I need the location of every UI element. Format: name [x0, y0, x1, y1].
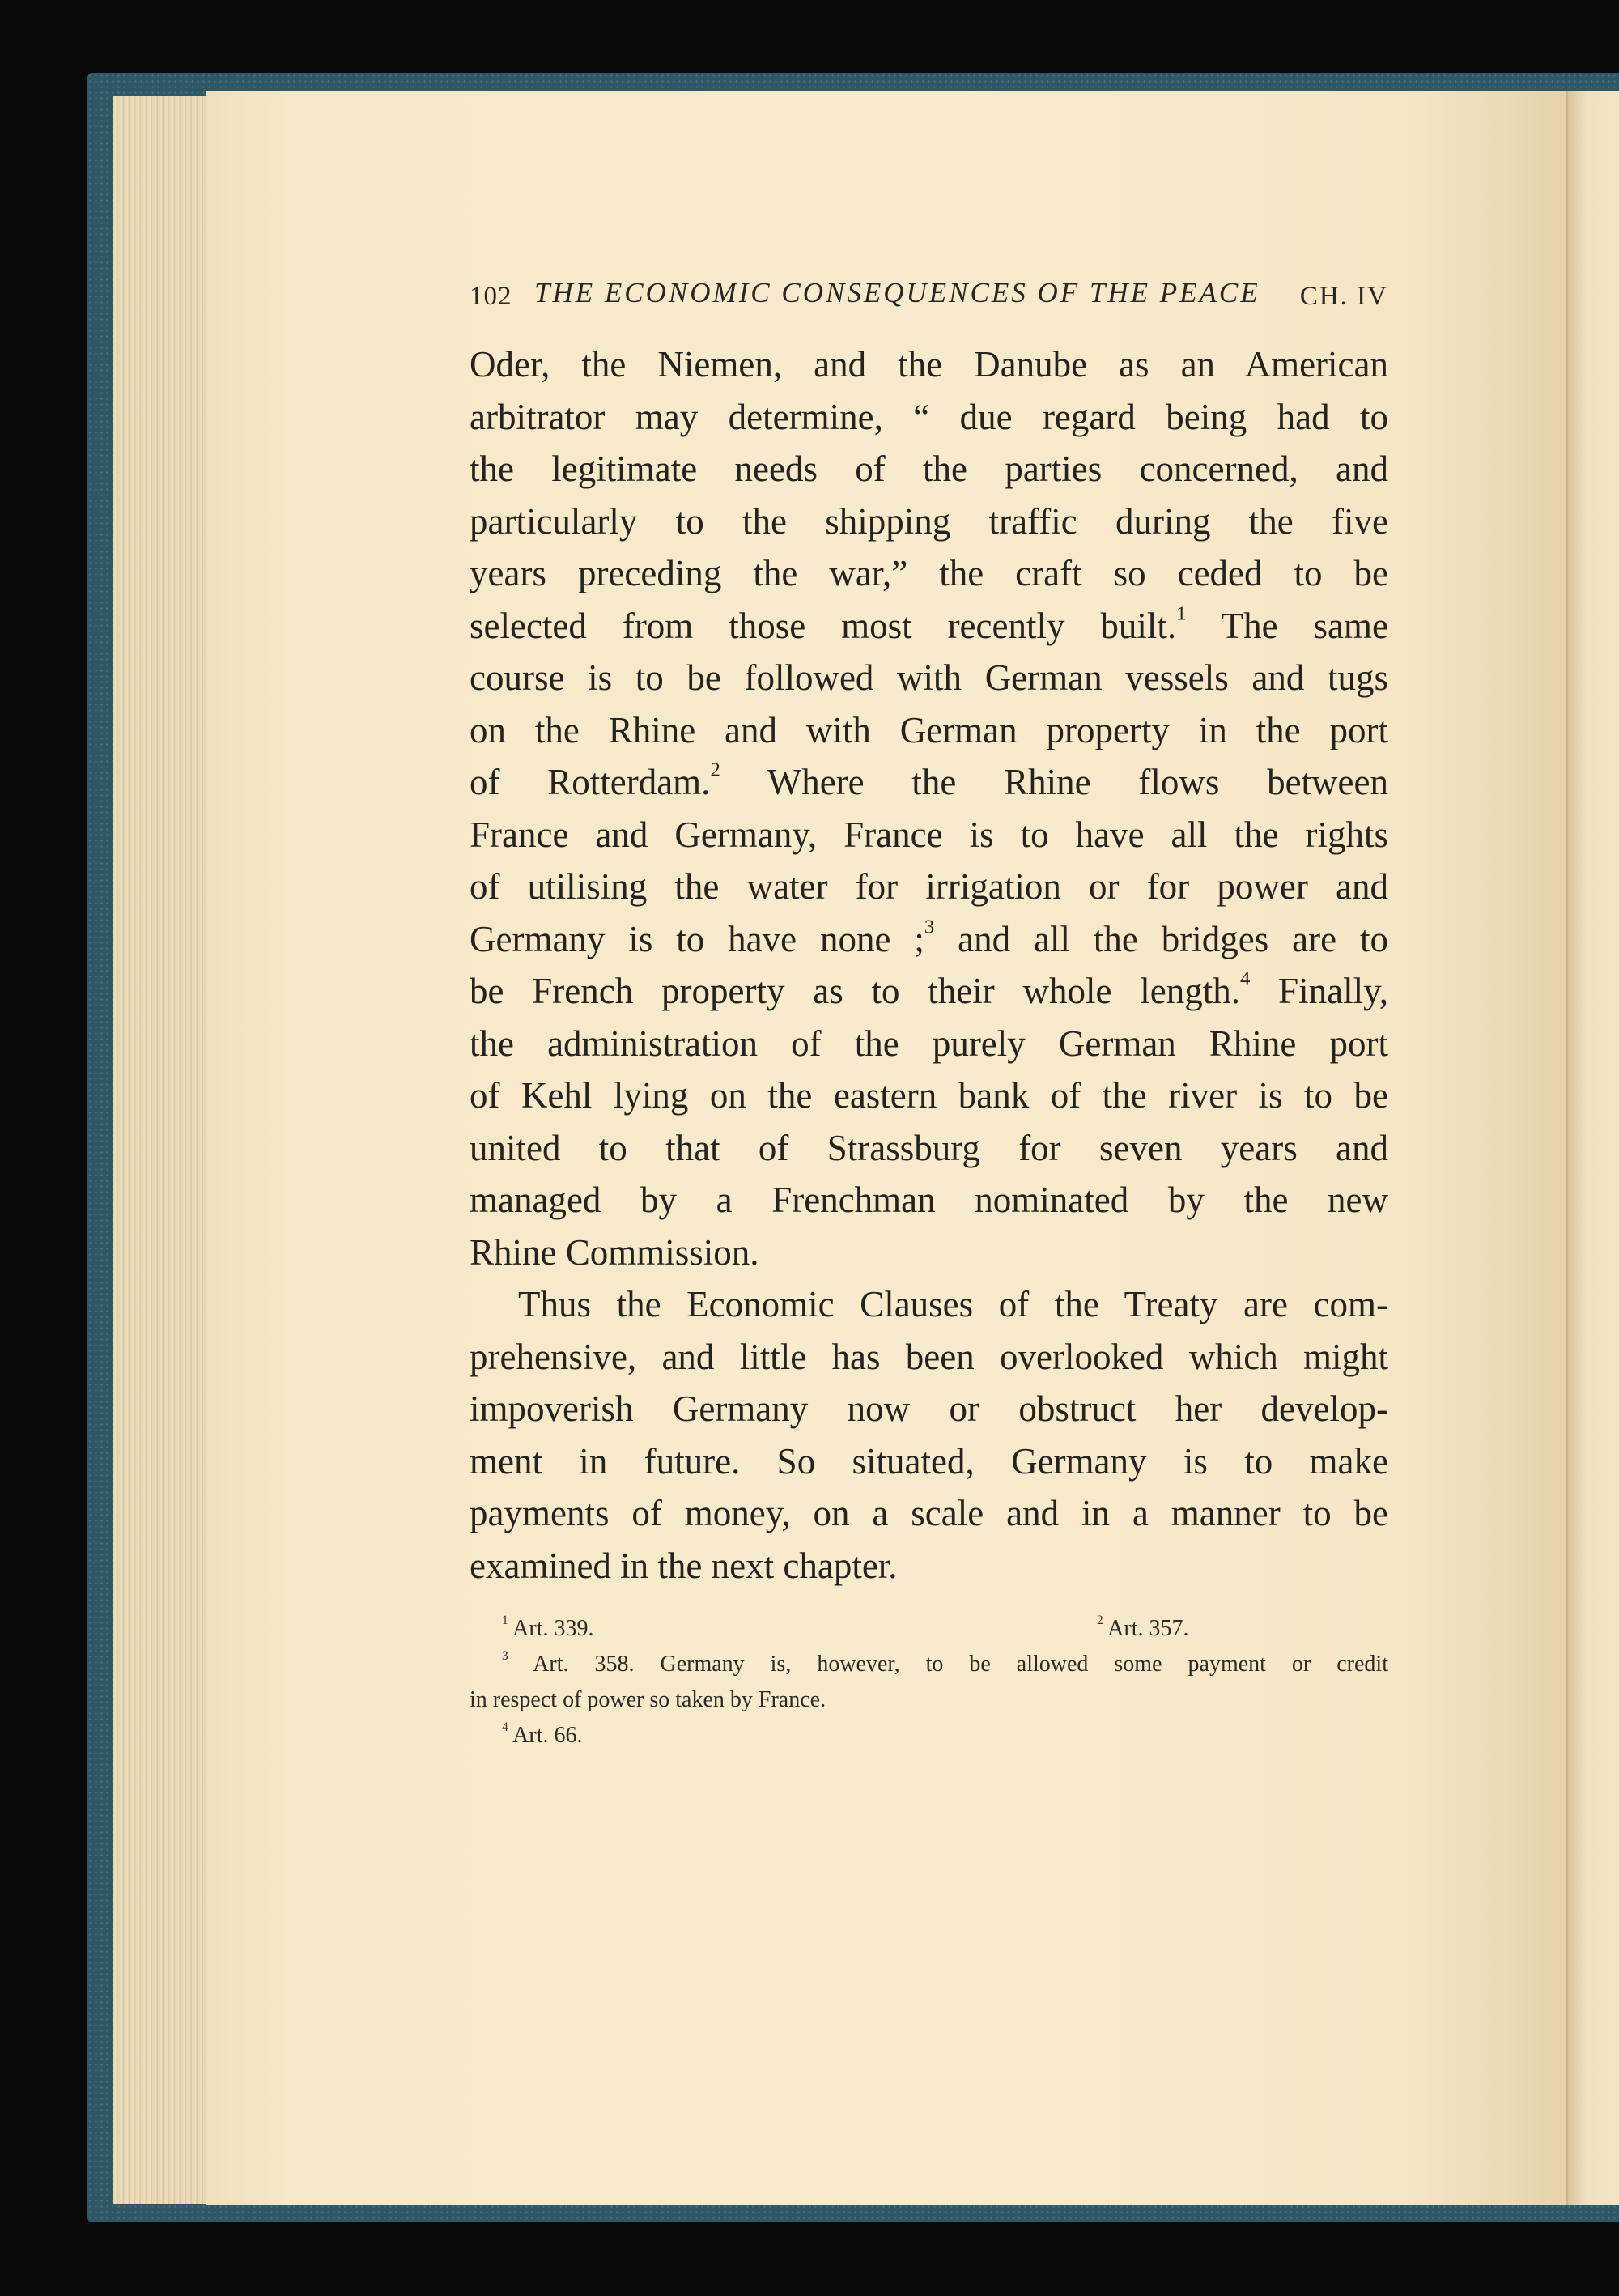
text-line: of Kehl lying on the eastern bank of the river is to be	[470, 1075, 1388, 1116]
text-line: ment in future. So situated, Germany is to make	[470, 1440, 1388, 1482]
footnote-mark: 1	[502, 1614, 508, 1628]
text-line	[470, 600, 1388, 653]
text-line: examined in the next chapter.	[470, 1545, 898, 1586]
text-fragment: Where the Rhine flows between	[767, 762, 1388, 802]
text-line: particularly to the shipping traffic during the five	[470, 500, 1388, 542]
text-fragment: Finally,	[1278, 971, 1388, 1011]
footnote-ref: 3	[924, 916, 935, 938]
text-line: united to that of Strassburg for seven years and	[470, 1127, 1388, 1168]
text-line: impoverish Germany now or obstruct her develop-	[470, 1388, 1388, 1429]
footnote-mark: 4	[502, 1720, 508, 1735]
footnote-ref: 4	[1240, 967, 1251, 990]
footnote-text: Art. 339.	[512, 1616, 594, 1641]
text-line: on the Rhine and with German property in the port	[470, 709, 1388, 750]
footnote-ref: 2	[710, 759, 720, 781]
chapter-label: CH. IV	[1299, 282, 1388, 311]
running-title: THE ECONOMIC CONSEQUENCES OF THE PEACE	[534, 277, 1260, 308]
footnote-row	[470, 1611, 1388, 1647]
text-line: the administration of the purely German Rhine port	[470, 1023, 1388, 1064]
text-line	[470, 756, 1388, 809]
footnote-text: Art. 358. Germany is, however, to be allowed some payment or credit	[533, 1652, 1388, 1677]
text-line: course is to be followed with German vessels and tugs	[470, 657, 1388, 698]
text-fragment: selected from those most recently built.	[470, 605, 1177, 646]
text-fragment: of Rotterdam.	[470, 762, 711, 802]
text-fragment: The same	[1221, 605, 1388, 646]
text-line	[470, 913, 1388, 966]
text-line: Rhine Commission.	[470, 1231, 759, 1273]
body-text	[470, 338, 1388, 1592]
text-line: prehensive, and little has been overlooked which might	[470, 1336, 1388, 1377]
text-line: the legitimate needs of the parties concerned, and	[470, 449, 1388, 489]
running-header	[470, 277, 1388, 316]
footnote-text: Art. 357.	[1107, 1616, 1189, 1641]
page-edges	[113, 96, 210, 2204]
text-line: arbitrator may determine, “ due regard being had to	[470, 396, 1388, 437]
footnotes	[470, 1611, 1388, 1754]
page-number: 102	[470, 282, 512, 311]
footnote-row	[470, 1647, 1388, 1682]
footnote-text: Art. 66.	[512, 1723, 583, 1748]
text-line: payments of money, on a scale and in a manner to be	[470, 1493, 1388, 1533]
footnote-mark: 2	[1097, 1614, 1103, 1628]
footnote-text: in respect of power so taken by France.	[470, 1687, 826, 1712]
text-line	[470, 965, 1388, 1018]
text-fragment: and all the bridges are to	[958, 918, 1388, 959]
text-line: of utilising the water for irrigation or for power and	[470, 866, 1388, 907]
text-line: years preceding the war,” the craft so ceded to be	[470, 553, 1388, 593]
facing-page-edge	[1566, 91, 1619, 2205]
footnote-cell	[1097, 1611, 1189, 1647]
text-fragment: be French property as to their whole length.	[470, 971, 1240, 1011]
footnote-row	[470, 1682, 1388, 1718]
text-fragment: Germany is to have none ;	[470, 918, 924, 959]
footnote-mark: 3	[502, 1649, 508, 1664]
footnote-row	[470, 1718, 1388, 1754]
text-line: managed by a Frenchman nominated by the new	[470, 1180, 1388, 1220]
text-line: France and Germany, France is to have all the rights	[470, 814, 1388, 855]
text-line: Thus the Economic Clauses of the Treaty are com-	[518, 1284, 1388, 1324]
text-line: Oder, the Niemen, and the Danube as an American	[470, 344, 1388, 385]
footnote-ref: 1	[1176, 602, 1187, 625]
